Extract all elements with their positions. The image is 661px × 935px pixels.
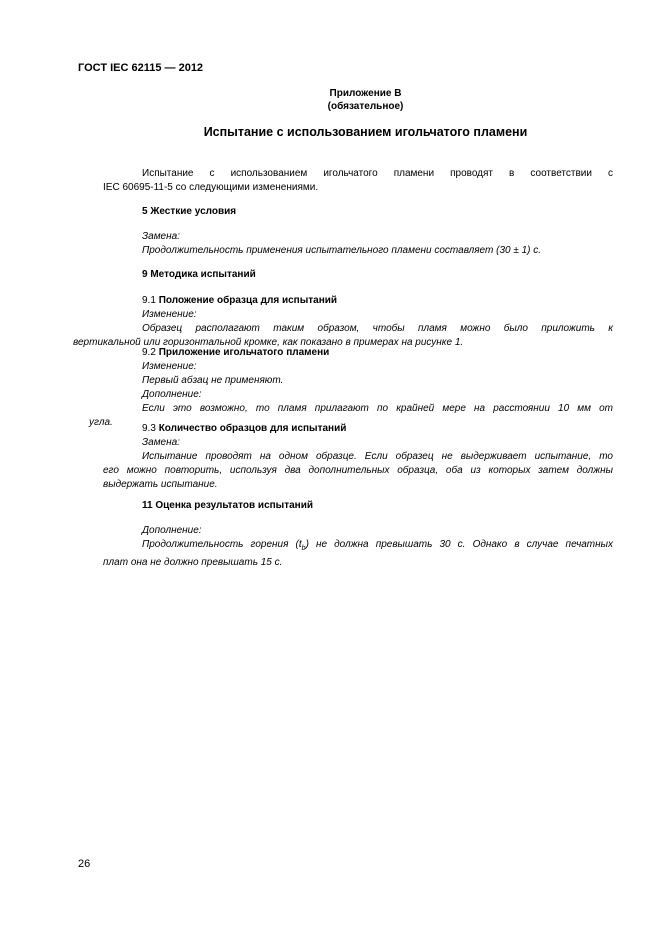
section-9-2-number: 9.2 (142, 347, 159, 358)
intro-line-2: IEC 60695-11-5 со следующими изменениями. (103, 182, 319, 193)
section-9-3 (103, 422, 613, 492)
section-9-3-heading-line (103, 422, 613, 436)
section-9-3-line-3: выдержать испытание. (103, 479, 218, 490)
section-11-subscript: b (301, 545, 306, 552)
section-11-heading: 11 Оценка результатов испытаний (142, 500, 314, 511)
section-9-2-text-1: Первый абзац не применяют. (142, 375, 284, 386)
section-9-3-number: 9.3 (142, 423, 159, 434)
section-11-line-1 (103, 538, 613, 556)
section-9-heading: 9 Методика испытаний (142, 269, 256, 280)
section-11-line-1b: ) не должна превышать 30 с. Однако в случае печатных (305, 539, 613, 550)
section-9-2 (89, 346, 613, 430)
section-9-2-line-1: Если это возможно, то пламя прилагают по крайней мере на расстоянии 10 мм от (142, 403, 613, 414)
section-9-1-heading-line (103, 294, 613, 308)
page-number: 26 (78, 858, 91, 870)
section-11-body (103, 524, 613, 570)
section-9-3-label: Замена: (142, 437, 180, 448)
intro-line-1: Испытание с использованием игольчатого пламени проводят в соответствии с (142, 168, 613, 179)
section-5-body (142, 230, 613, 258)
section-9-2-label-2: Дополнение: (142, 389, 202, 400)
section-11-label: Дополнение: (142, 525, 202, 536)
section-5-text: Продолжительность применения испытательного пламени составляет (30 ± 1) с. (142, 245, 542, 256)
section-9-3-line-2: его можно повторить, используя два дополнительных образца, оба из которых затем должны (103, 465, 613, 476)
annex-status: (обязательное) (327, 101, 404, 112)
section-5-label: Замена: (142, 231, 180, 242)
section-9-3-heading: Количество образцов для испытаний (158, 423, 347, 434)
section-9-1-line-2: вертикальной или горизонтальной кромке, как показано в примерах на рисунке 1. (73, 337, 464, 348)
section-11-line-1a: Продолжительность горения (t (142, 539, 302, 550)
section-5-heading: 5 Жесткие условия (142, 206, 237, 217)
section-9-1-heading: Положение образца для испытаний (158, 295, 338, 306)
annex-heading (0, 87, 661, 113)
section-9-1 (73, 294, 613, 350)
section-9-1-label: Изменение: (142, 309, 197, 320)
section-9-1-line-1: Образец располагают таким образом, чтобы пламя можно было приложить к (142, 323, 613, 334)
intro-paragraph (103, 167, 613, 195)
annex-title: Испытание с использованием игольчатого пламени (203, 125, 528, 139)
section-9-3-line-1: Испытание проводят на одном образце. Если образец не выдерживает испытание, то (142, 451, 613, 462)
document-header: ГОСТ IEC 62115 — 2012 (78, 62, 204, 74)
section-11-line-2: плат она не должно превышать 15 с. (103, 557, 283, 568)
section-9-2-label-1: Изменение: (142, 361, 197, 372)
section-9-2-heading: Приложение игольчатого пламени (158, 347, 330, 358)
annex-label: Приложение В (329, 88, 402, 99)
section-9-2-heading-line (103, 346, 613, 360)
section-9-1-number: 9.1 (142, 295, 159, 306)
section-9-2-line-2: угла. (89, 417, 113, 428)
